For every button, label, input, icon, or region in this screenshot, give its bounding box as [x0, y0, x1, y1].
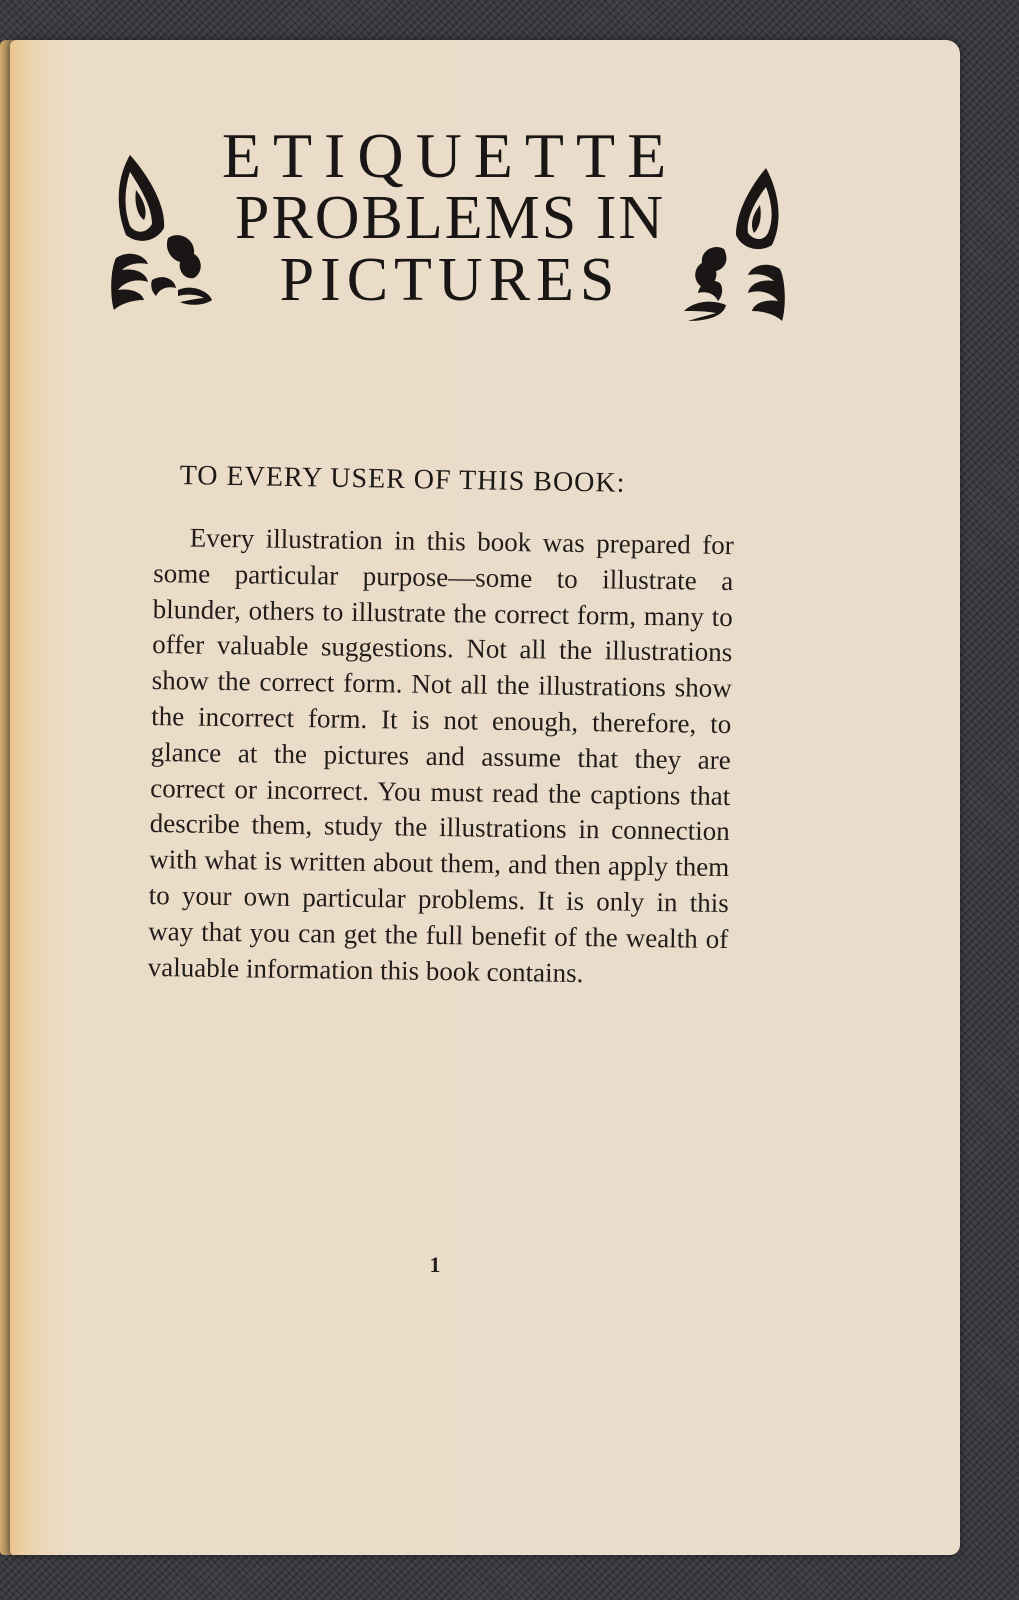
title-line-1: ETIQUETTE — [221, 120, 679, 191]
book-title — [190, 120, 710, 314]
body-paragraph: Every illustration in this book was prepared for some particular purpose—some to illustrate a blunder, others to illustrate the correct form, many to offer valuable suggestions. Not all the illustrations show the correct form. Not all the illustrations show the incorrect form. It is not enough, therefore, to glance at the pictures and assume that they are correct or incorrect. You must read the captions that describe them, study the illustrations in connection with what is written about them, and then apply them to your own particular problems. It is only in this way that you can get the full benefit of the wealth of valuable information this book contains. — [147, 522, 734, 988]
page-number: 1 — [429, 1252, 441, 1277]
section-heading: TO EVERY USER OF THIS BOOK: — [179, 460, 626, 499]
title-line-2: PROBLEMS IN — [234, 184, 666, 252]
floral-ornament-right-icon — [680, 165, 788, 330]
title-line-3: PICTURES — [279, 246, 621, 314]
body-text — [148, 520, 734, 993]
